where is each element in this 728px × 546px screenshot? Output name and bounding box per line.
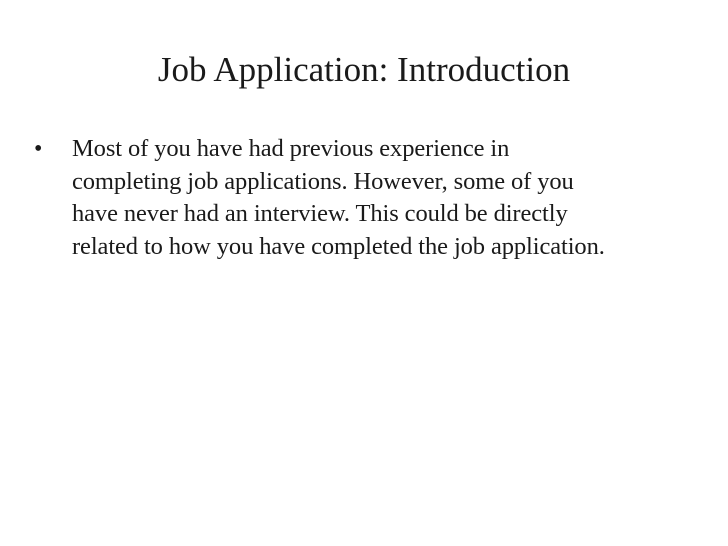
bullet-text-line: have never had an interview. This could be directly	[72, 200, 568, 227]
slide-title: Job Application: Introduction	[157, 50, 571, 89]
bullet-text-line: completing job applications. However, some of you	[72, 167, 574, 195]
bullet-list	[34, 133, 694, 263]
bullet-text-line: Most of you have had previous experience in	[72, 135, 510, 162]
bullet-text-line: related to how you have completed the job application.	[72, 232, 605, 260]
bullet-icon: •	[34, 136, 43, 162]
bullet-item	[34, 133, 694, 263]
